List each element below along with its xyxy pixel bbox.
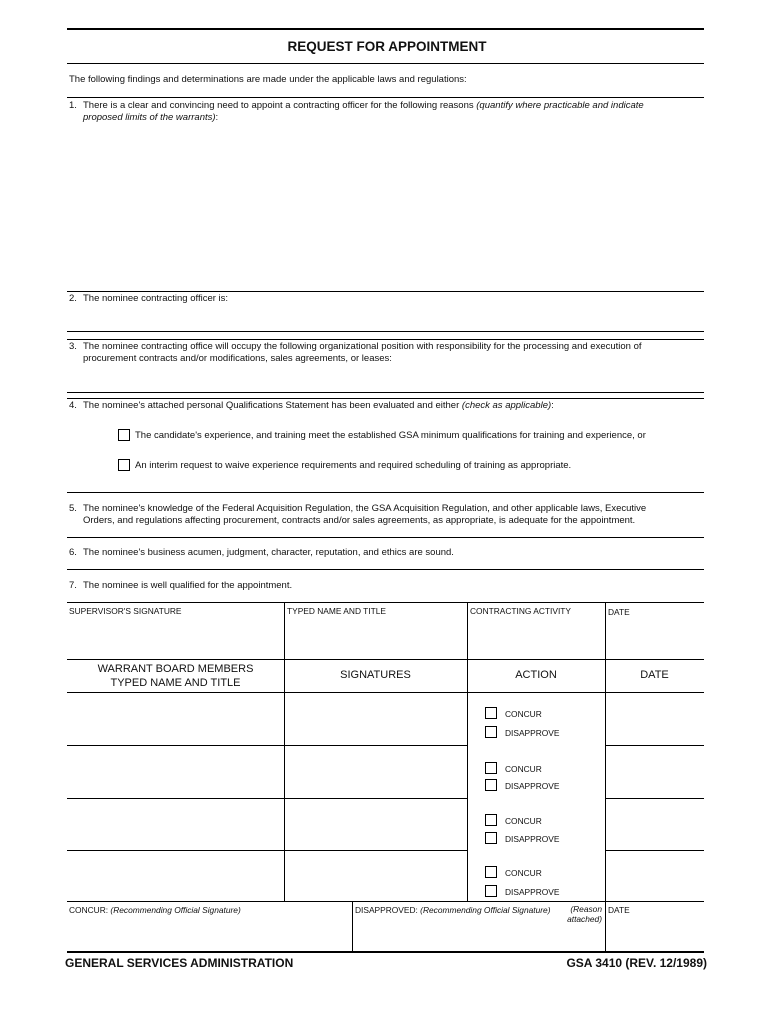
item-5 — [69, 503, 704, 527]
concur-checkbox[interactable] — [485, 707, 497, 719]
qualification-option-label: The candidate's experience, and training meet the established GSA minimum qualifications for training and experience, or — [135, 430, 646, 441]
rule — [67, 901, 704, 902]
row-divider — [605, 745, 704, 746]
disapprove-checkbox[interactable] — [485, 779, 497, 791]
supervisor-signature-field[interactable] — [67, 618, 283, 658]
rule — [67, 569, 704, 570]
row-divider — [605, 850, 704, 851]
header-line: TYPED NAME AND TITLE — [110, 677, 241, 689]
concur-checkbox[interactable] — [485, 814, 497, 826]
concur-signature-field[interactable] — [67, 917, 351, 950]
rule — [67, 398, 704, 399]
disapprove-label: DISAPPROVE — [505, 834, 560, 844]
rule — [67, 97, 704, 98]
header-line: WARRANT BOARD MEMBERS — [97, 663, 254, 675]
item-text: The nominee contracting office will occupy the following organizational position with responsibility for the processing and execution of — [83, 341, 642, 352]
bottom-date-label: DATE — [608, 905, 630, 915]
concur-label: CONCUR — [505, 868, 542, 878]
contracting-activity-field[interactable] — [468, 618, 604, 658]
item-3-answer-area[interactable] — [67, 367, 704, 391]
label-text: DISAPPROVED: — [355, 905, 421, 915]
rule — [67, 492, 704, 493]
disapproved-signature-field[interactable] — [353, 927, 604, 950]
item-6 — [69, 547, 704, 559]
item-7 — [69, 580, 704, 592]
item-text: The nominee's knowledge of the Federal Acquisition Regulation, the GSA Acquisition Regulation, and other applicable laws, Executive — [83, 503, 647, 514]
concur-official-label — [69, 905, 241, 915]
item-number: 1. — [69, 100, 77, 111]
date-field[interactable] — [606, 618, 704, 658]
disapprove-label: DISAPPROVE — [505, 728, 560, 738]
item-1 — [69, 100, 704, 124]
row-divider — [67, 798, 467, 799]
note-line: (Reason — [570, 904, 602, 914]
signatures-header: SIGNATURES — [340, 669, 411, 681]
item-3 — [69, 341, 704, 365]
supervisor-signature-label: SUPERVISOR'S SIGNATURE — [69, 606, 182, 616]
label-text: CONCUR: — [69, 905, 111, 915]
rule — [67, 392, 704, 393]
item-2-answer-area[interactable] — [67, 306, 704, 330]
disapprove-checkbox[interactable] — [485, 885, 497, 897]
concur-label: CONCUR — [505, 764, 542, 774]
item-1-answer-area[interactable] — [67, 128, 704, 288]
divider — [284, 659, 285, 901]
rule — [67, 331, 704, 332]
item-text: The nominee's business acumen, judgment, character, reputation, and ethics are sound. — [83, 547, 454, 558]
rule — [67, 339, 704, 340]
disapprove-checkbox[interactable] — [485, 832, 497, 844]
row-divider — [605, 798, 704, 799]
item-text: procurement contracts and/or modifications, sales agreements, or leases: — [83, 353, 392, 364]
page-title: REQUEST FOR APPOINTMENT — [287, 39, 487, 54]
item-number: 5. — [69, 503, 77, 514]
item-number: 7. — [69, 580, 77, 591]
row-divider — [67, 850, 467, 851]
disapproved-official-label — [355, 905, 551, 915]
rule — [67, 291, 704, 292]
agency-name: GENERAL SERVICES ADMINISTRATION — [65, 956, 294, 970]
divider — [467, 659, 468, 901]
waiver-option-label: An interim request to waive experience requirements and required scheduling of training as appropriate. — [135, 460, 572, 471]
item-italic: proposed limits of the warrants) — [83, 112, 216, 123]
rule — [67, 692, 704, 693]
item-text: Orders, and regulations affecting procurement, contracts and/or sales agreements, as appropriate, is adequate for the appointment. — [83, 515, 636, 526]
waiver-checkbox[interactable] — [118, 459, 130, 471]
note-line: attached) — [567, 914, 602, 924]
item-text: The nominee is well qualified for the appointment. — [83, 580, 293, 591]
action-header: ACTION — [515, 669, 557, 681]
item-text: The nominee's attached personal Qualifications Statement has been evaluated and either — [83, 400, 462, 411]
typed-name-field[interactable] — [285, 618, 466, 658]
item-italic: (check as applicable) — [461, 400, 552, 411]
qualification-checkbox[interactable] — [118, 429, 130, 441]
bottom-date-field[interactable] — [606, 917, 704, 950]
divider — [605, 659, 606, 901]
reason-attached-note — [560, 904, 602, 924]
bottom-rule — [67, 951, 704, 953]
item-italic: (quantify where practicable and indicate — [476, 100, 644, 111]
board-members-header — [67, 662, 284, 690]
item-number: 3. — [69, 341, 77, 352]
item-number: 2. — [69, 293, 77, 304]
label-italic: (Recommending Official Signature) — [110, 905, 241, 915]
item-number: 4. — [69, 400, 77, 411]
rule — [67, 602, 704, 603]
disapprove-label: DISAPPROVE — [505, 781, 560, 791]
concur-checkbox[interactable] — [485, 762, 497, 774]
item-4 — [69, 400, 704, 412]
label-italic: (Recommending Official Signature) — [420, 905, 551, 915]
item-tail: : — [551, 400, 554, 411]
top-rule — [67, 28, 704, 30]
intro-text: The following findings and determinations are made under the applicable laws and regulations: — [69, 74, 467, 85]
concur-label: CONCUR — [505, 816, 542, 826]
rule — [67, 537, 704, 538]
disapprove-checkbox[interactable] — [485, 726, 497, 738]
date-header: DATE — [640, 669, 669, 681]
item-tail: : — [215, 112, 219, 123]
row-divider — [67, 745, 467, 746]
form-number: GSA 3410 (REV. 12/1989) — [566, 956, 707, 970]
item-text: There is a clear and convincing need to appoint a contracting officer for the following reasons — [83, 100, 477, 111]
concur-checkbox[interactable] — [485, 866, 497, 878]
rule — [67, 659, 704, 660]
item-2 — [69, 293, 704, 305]
disapprove-label: DISAPPROVE — [505, 887, 560, 897]
typed-name-label: TYPED NAME AND TITLE — [287, 606, 386, 616]
item-text: The nominee contracting officer is: — [83, 293, 229, 304]
item-number: 6. — [69, 547, 77, 558]
date-label: DATE — [608, 607, 630, 617]
title-rule — [67, 63, 704, 64]
contracting-activity-label: CONTRACTING ACTIVITY — [470, 606, 571, 616]
concur-label: CONCUR — [505, 709, 542, 719]
